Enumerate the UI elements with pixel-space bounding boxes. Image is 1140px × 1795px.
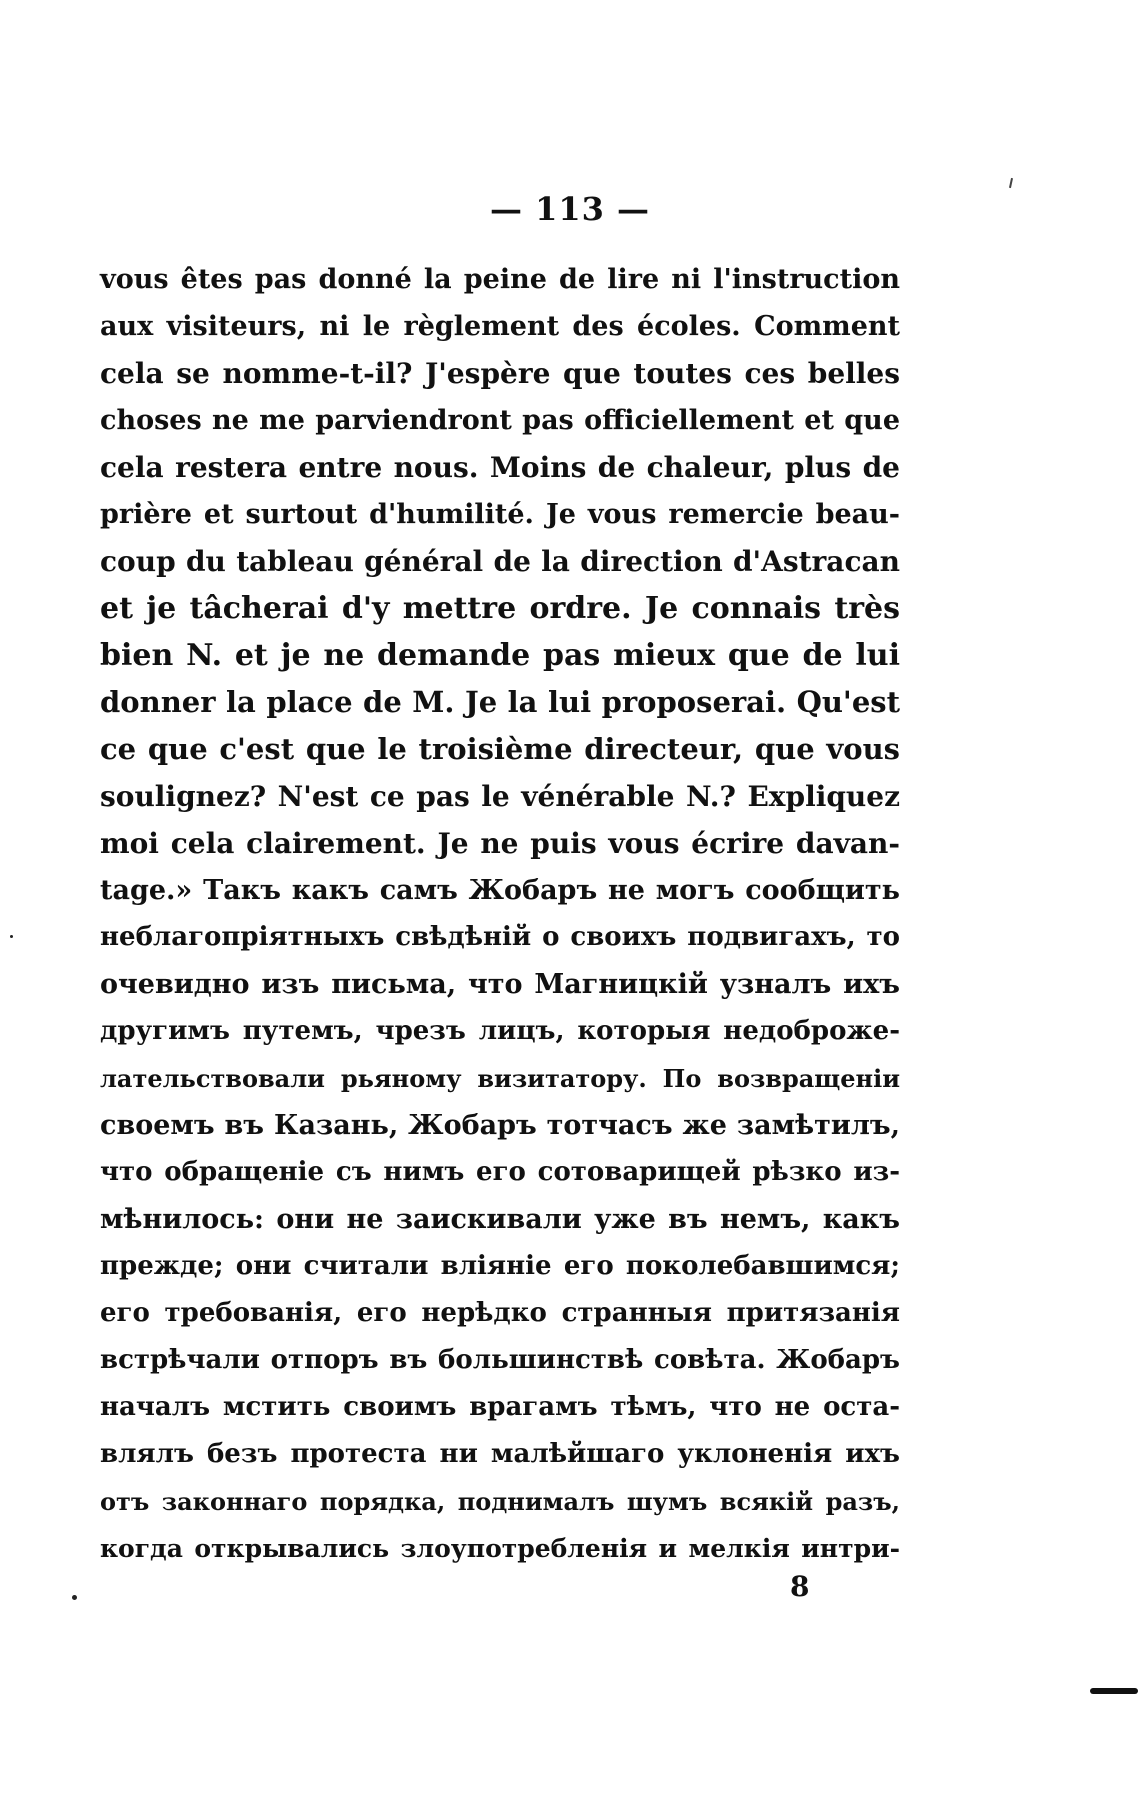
text-line: vous êtes pas donné la peine de lire ni l'instruction <box>100 264 900 295</box>
body-text <box>100 256 900 1572</box>
text-line: отъ законнаго порядка, поднималъ шумъ всякій разъ, <box>100 1487 900 1516</box>
text-line: cela se nomme-t-il? J'espère que toutes ces belles <box>100 357 900 390</box>
text-line: aux visiteurs, ni le règlement des écoles. Comment <box>100 311 900 342</box>
scan-speck <box>1009 178 1013 188</box>
text-line: soulignez? N'est ce pas le vénérable N.? Expliquez <box>100 780 900 813</box>
text-line: et je tâcherai d'y mettre ordre. Je connais très <box>100 591 900 626</box>
scan-speck <box>72 1595 77 1600</box>
text-line: его требованія, его нерѣдко странныя притязанія <box>100 1298 900 1328</box>
text-line: donner la place de M. Je la lui proposerai. Qu'est <box>100 685 900 719</box>
text-line: мѣнилось: они не заискивали уже въ немъ, какъ <box>100 1204 900 1235</box>
text-line: своемъ въ Казань, Жобаръ тотчасъ же замѣтилъ, <box>100 1110 900 1141</box>
scan-speck <box>10 935 13 938</box>
text-line: coup du tableau général de la direction d'Astracan <box>100 545 900 578</box>
text-line: ce que c'est que le troisième directeur, que vous <box>100 732 900 766</box>
text-line: cela restera entre nous. Moins de chaleur, plus de <box>100 451 900 484</box>
text-line: влялъ безъ протеста ни малѣйшаго уклоненія ихъ <box>100 1439 900 1469</box>
text-line: moi cela clairement. Je ne puis vous écrire davan- <box>100 827 900 860</box>
text-line: что обращеніе съ нимъ его сотоварищей рѣзко из- <box>100 1157 900 1187</box>
text-line: очевидно изъ письма, что Магницкій узналъ ихъ <box>100 969 900 1000</box>
text-line: prière et surtout d'humilité. Je vous remercie beau- <box>100 499 900 530</box>
text-line: choses ne me parviendront pas officiellement et que <box>100 405 900 436</box>
text-line: bien N. et je ne demande pas mieux que de lui <box>100 638 900 673</box>
text-line: неблагопріятныхъ свѣдѣній о своихъ подвигахъ, то <box>100 922 900 952</box>
signature-mark: 8 <box>790 1570 810 1603</box>
text-line: tage.» Такъ какъ самъ Жобаръ не могъ сообщить <box>100 875 900 906</box>
scan-edge-mark <box>1090 1688 1138 1694</box>
text-line: встрѣчали отпоръ въ большинствѣ совѣта. Жобаръ <box>100 1345 900 1375</box>
text-line: другимъ путемъ, чрезъ лицъ, которыя недоброже- <box>100 1016 900 1046</box>
text-line: лательствовали рьяному визитатору. По возвращеніи <box>100 1064 900 1093</box>
text-line: началъ мстить своимъ врагамъ тѣмъ, что не оста- <box>100 1392 900 1422</box>
text-line: когда открывались злоупотребленія и мелкія интри- <box>100 1534 900 1563</box>
page-number: — 113 — <box>489 190 651 228</box>
text-line: прежде; они считали вліяніе его поколебавшимся; <box>100 1251 900 1281</box>
